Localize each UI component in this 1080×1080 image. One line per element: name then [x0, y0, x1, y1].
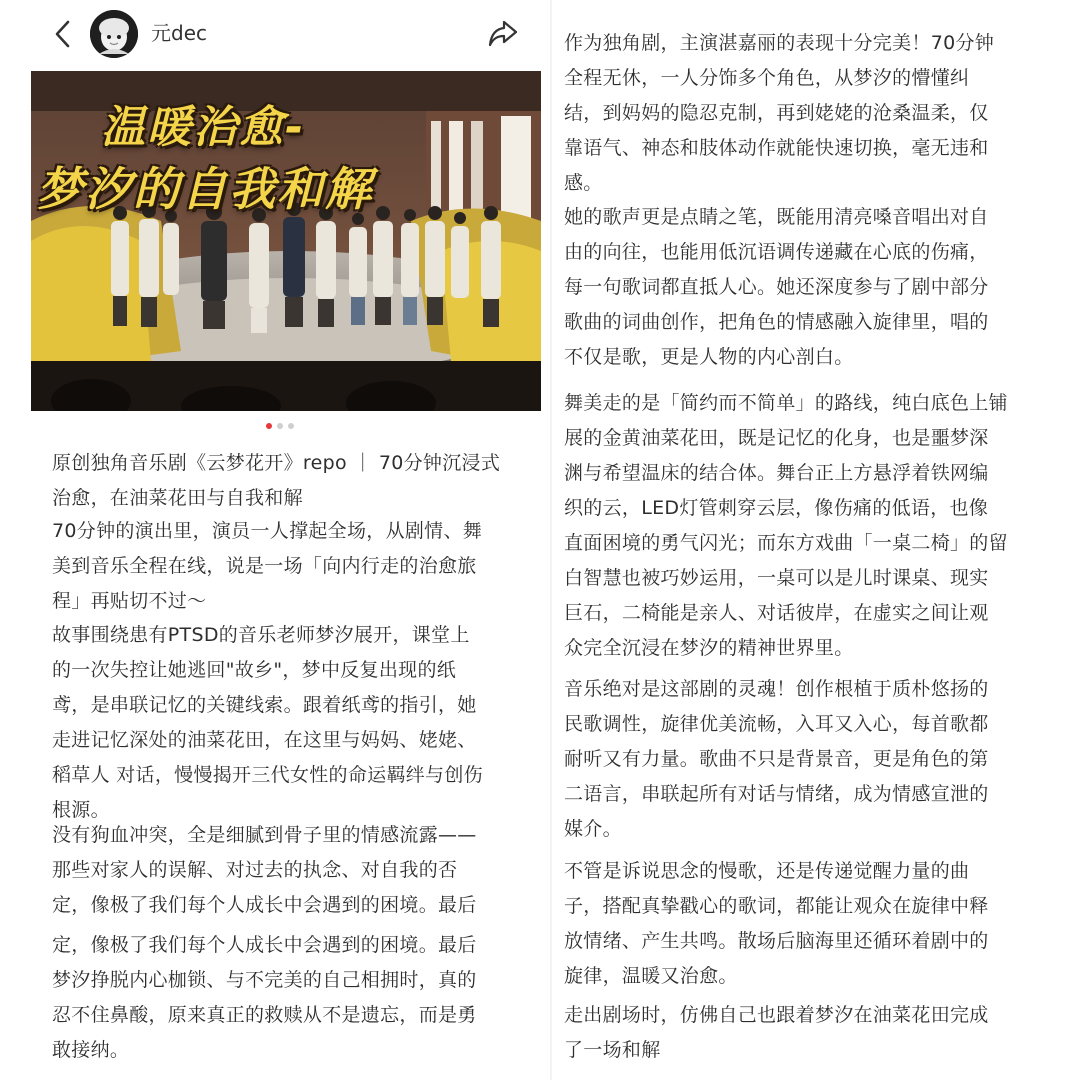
text-line: 舞美走的是「简约而不简单」的路线，纯白底色上铺	[564, 392, 1008, 414]
text-line: 媒介。	[564, 818, 622, 840]
text-line: 由的向往，也能用低沉语调传递藏在心底的伤痛，	[564, 241, 989, 263]
text-line: 原创独角音乐剧《云梦花开》repo ｜ 70分钟沉浸式	[52, 452, 501, 474]
text-line: 美到音乐全程在线，说是一场「向内行走的治愈旅	[52, 555, 477, 577]
text-line: 耐听又有力量。歌曲不只是背景音，更是角色的第	[564, 748, 989, 770]
author-name[interactable]: 元dec	[151, 21, 207, 45]
text-line: 放情绪、产生共鸣。散场后脑海里还循环着剧中的	[564, 930, 989, 952]
text-line: 那些对家人的误解、对过去的执念、对自我的否	[52, 859, 458, 881]
carousel-dot[interactable]	[288, 423, 294, 429]
paragraph	[52, 818, 477, 923]
text-line: 稻草人 对话，慢慢揭开三代女性的命运羁绊与创伤	[52, 764, 483, 786]
paragraph	[564, 26, 994, 201]
text-line: 定，像极了我们每个人成长中会遇到的困境。最后	[52, 894, 477, 916]
text-line: 音乐绝对是这部剧的灵魂！创作根植于质朴悠扬的	[564, 678, 989, 700]
text-line: 故事围绕患有PTSD的音乐老师梦汐展开，课堂上	[52, 624, 470, 646]
text-line: 治愈，在油菜花田与自我和解	[52, 487, 303, 509]
text-line: 全程无休，一人分饰多个角色，从梦汐的懵懂纠	[564, 67, 970, 89]
text-line: 歌曲的词曲创作，把角色的情感融入旋律里，唱的	[564, 311, 989, 333]
note-header	[0, 0, 552, 68]
text-line: 织的云，LED灯管刺穿云层，像伤痛的低语，也像	[564, 497, 989, 519]
paragraph	[52, 514, 482, 619]
text-line: 作为独角剧，主演湛嘉丽的表现十分完美！70分钟	[564, 32, 995, 54]
paragraph	[564, 386, 1008, 666]
photo-title-line-2: 梦汐的自我和解	[37, 162, 373, 216]
text-line: 的一次失控让她逃回"故乡"，梦中反复出现的纸	[52, 659, 457, 681]
text-line: 走出剧场时，仿佛自己也跟着梦汐在油菜花田完成	[564, 1004, 989, 1026]
paragraph	[52, 928, 477, 1068]
paragraph	[564, 200, 989, 375]
text-line: 程」再贴切不过～	[52, 590, 207, 612]
photo-title-line-1: 温暖治愈-	[101, 102, 306, 153]
text-line: 旋律，温暖又治愈。	[564, 965, 738, 987]
text-line: 根源。	[52, 799, 110, 821]
text-line: 不仅是歌，更是人物的内心剖白。	[564, 346, 854, 368]
text-line: 二语言，串联起所有对话与情绪，成为情感宣泄的	[564, 783, 989, 805]
paragraph	[564, 854, 989, 994]
text-line: 子，搭配真挚戳心的歌词，都能让观众在旋律中释	[564, 895, 989, 917]
text-line: 鸢，是串联记忆的关键线索。跟着纸鸢的指引，她	[52, 694, 477, 716]
right-column	[552, 0, 1080, 1080]
carousel-indicator	[266, 423, 294, 431]
text-line: 没有狗血冲突，全是细腻到骨子里的情感流露——	[52, 824, 477, 846]
text-line: 70分钟的演出里，演员一人撑起全场，从剧情、舞	[52, 520, 483, 542]
note-title	[52, 446, 500, 516]
text-line: 她的歌声更是点睛之笔，既能用清亮嗓音唱出对自	[564, 206, 989, 228]
stage-photo[interactable]	[31, 71, 541, 411]
text-line: 结，到妈妈的隐忍克制，再到姥姥的沧桑温柔，仅	[564, 102, 989, 124]
text-line: 展的金黄油菜花田，既是记忆的化身，也是噩梦深	[564, 427, 989, 449]
text-line: 众完全沉浸在梦汐的精神世界里。	[564, 637, 854, 659]
text-line: 感。	[564, 172, 603, 194]
paragraph	[564, 672, 989, 847]
text-line: 白智慧也被巧妙运用，一桌可以是儿时课桌、现实	[564, 567, 989, 589]
paragraph	[52, 618, 483, 828]
text-line: 敢接纳。	[52, 1039, 130, 1061]
text-line: 渊与希望温床的结合体。舞台正上方悬浮着铁网编	[564, 462, 989, 484]
text-line: 不管是诉说思念的慢歌，还是传递觉醒力量的曲	[564, 860, 970, 882]
carousel-dot-active[interactable]	[266, 423, 272, 429]
text-line: 了一场和解	[564, 1039, 661, 1061]
chevron-left-icon[interactable]	[48, 16, 80, 52]
text-line: 直面困境的勇气闪光；而东方戏曲「一桌二椅」的留	[564, 532, 1008, 554]
text-line: 走进记忆深处的油菜花田，在这里与妈妈、姥姥、	[52, 729, 477, 751]
text-line: 靠语气、神态和肢体动作就能快速切换，毫无违和	[564, 137, 989, 159]
text-line: 梦汐挣脱内心枷锁、与不完美的自己相拥时，真的	[52, 969, 477, 991]
text-line: 巨石，二椅能是亲人、对话彼岸，在虚实之间让观	[564, 602, 989, 624]
carousel-dot[interactable]	[277, 423, 283, 429]
paragraph	[564, 998, 989, 1068]
text-line: 每一句歌词都直抵人心。她还深度参与了剧中部分	[564, 276, 989, 298]
share-arrow-icon[interactable]	[486, 16, 520, 50]
text-line: 忍不住鼻酸，原来真正的救赎从不是遗忘，而是勇	[52, 1004, 477, 1026]
text-line: 民歌调性，旋律优美流畅，入耳又入心，每首歌都	[564, 713, 989, 735]
text-line: 定，像极了我们每个人成长中会遇到的困境。最后	[52, 934, 477, 956]
avatar[interactable]	[90, 10, 138, 58]
